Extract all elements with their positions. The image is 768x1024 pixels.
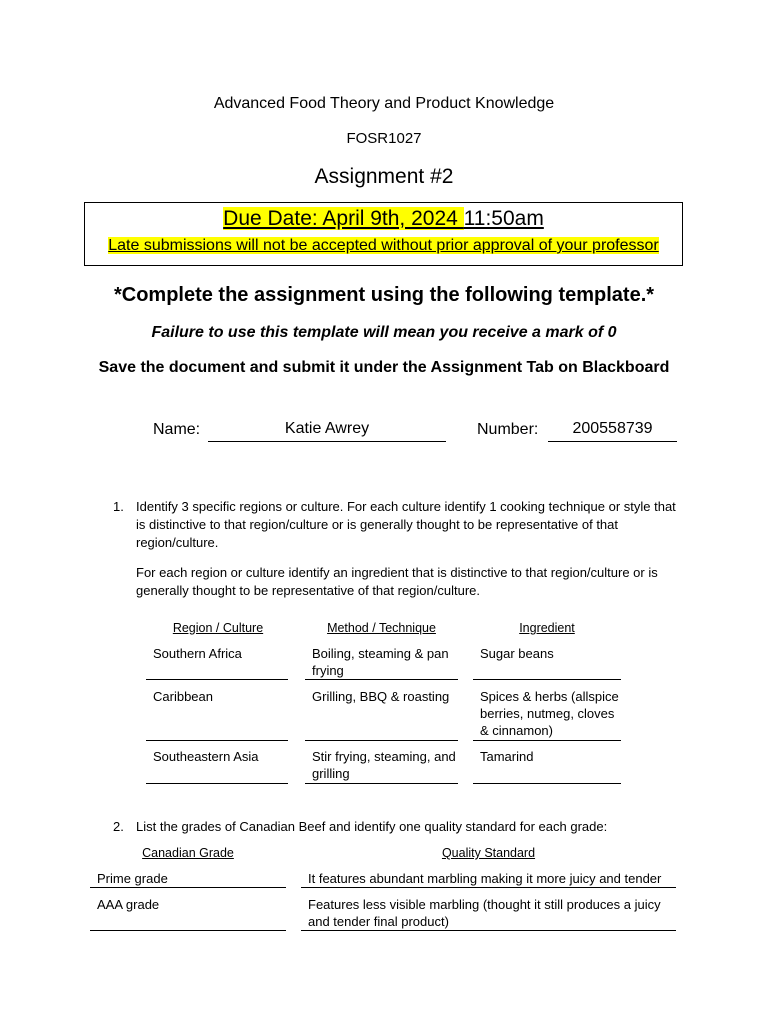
q1-row1-ingredient: Sugar beans <box>473 645 621 680</box>
submit-note: Save the document and submit it under the Assignment Tab on Blackboard <box>98 359 670 376</box>
name-label: Name: <box>153 421 201 438</box>
due-date-label: Due Date: April 9th, 2024 <box>223 207 464 230</box>
late-submission-notice <box>85 237 682 255</box>
q2-number: 2. <box>113 819 124 834</box>
q2-header-standard: Quality Standard <box>441 846 536 860</box>
q1-header-region: Region / Culture <box>172 621 264 635</box>
q1-row2-method: Grilling, BBQ & roasting <box>305 688 458 741</box>
q1-row1-method: Boiling, steaming & pan frying <box>305 645 458 680</box>
q2-row2-grade: AAA grade <box>90 896 286 931</box>
q1-row1-region: Southern Africa <box>146 645 288 680</box>
assignment-title: Assignment #2 <box>314 165 454 188</box>
late-notice-text: Late submissions will not be accepted without prior approval of your professor <box>108 237 659 254</box>
q1-number: 1. <box>113 499 124 514</box>
q1-row2-ingredient: Spices & herbs (allspice berries, nutmeg, cloves & cinnamon) <box>473 688 621 741</box>
q1-text-2: For each region or culture identify an ingredient that is distinctive to that region/culture or is generally thought to be representative of that region/culture. <box>136 565 658 598</box>
q1-row3-ingredient: Tamarind <box>473 748 621 784</box>
number-field: 200558739 <box>548 420 677 442</box>
q1-row2-region: Caribbean <box>146 688 288 741</box>
q2-row2-standard: Features less visible marbling (thought it still produces a juicy and tender final product) <box>301 896 676 931</box>
q1-text: Identify 3 specific regions or culture. For each culture identify 1 cooking technique or style that is distinctive to that region/culture or is generally thought to be representative of that region/culture. <box>136 499 676 550</box>
q1-header-ingredient: Ingredient <box>519 621 575 635</box>
name-field: Katie Awrey <box>208 420 446 442</box>
q1-row3-region: Southeastern Asia <box>146 748 288 784</box>
q2-row1-grade: Prime grade <box>90 870 286 888</box>
q1-row3-method: Stir frying, steaming, and grilling <box>305 748 458 784</box>
q2-row1-standard: It features abundant marbling making it more juicy and tender <box>301 870 676 888</box>
number-label: Number: <box>477 421 539 438</box>
q2-text: List the grades of Canadian Beef and identify one quality standard for each grade: <box>136 819 608 834</box>
course-code: FOSR1027 <box>346 130 422 147</box>
q1-header-method: Method / Technique <box>327 621 436 635</box>
due-time: 11:50am <box>463 207 544 230</box>
course-title: Advanced Food Theory and Product Knowledge <box>213 95 555 112</box>
template-note: *Complete the assignment using the following template.* <box>113 284 655 306</box>
due-date-line <box>85 207 682 231</box>
q2-header-grade: Canadian Grade <box>142 846 234 860</box>
failure-note: Failure to use this template will mean you receive a mark of 0 <box>151 324 617 341</box>
due-date-box <box>84 202 683 266</box>
